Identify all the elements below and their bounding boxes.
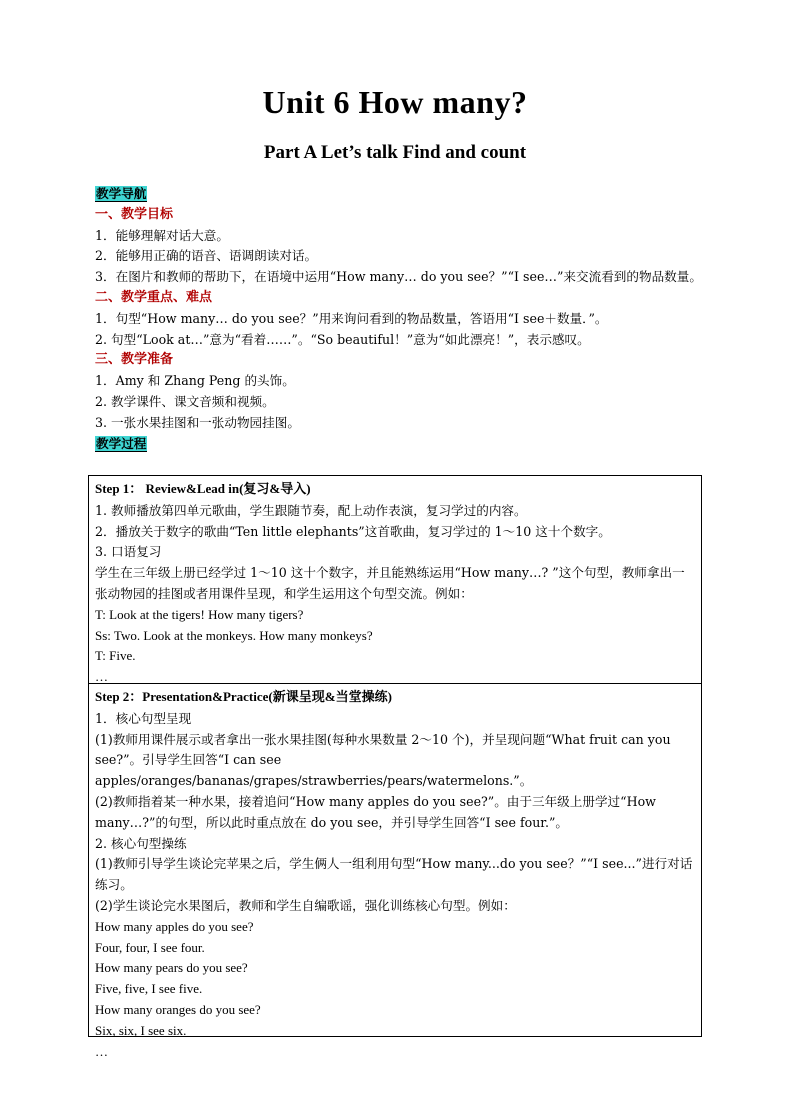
step2-line: (2)学生谈论完水果图后，教师和学生自编歌谣，强化训练核心句型。例如：	[95, 897, 516, 913]
step1-line: 学生在三年级上册已经学过 1～10 这十个数字，并且能熟练运用“How many…? ”这个句型，教师拿出一张动物园的挂图或者用课件呈现，和学生运用这个句型交流。例如：	[95, 565, 685, 601]
process-label: 教学过程	[96, 435, 147, 451]
step2-heading: Step 2：Presentation&Practice(新课呈现&当堂操练)	[95, 689, 392, 704]
step2-line: How many oranges do you see?	[95, 1001, 261, 1017]
objective-item: 1．能够理解对话大意。	[95, 227, 229, 243]
step1-line: T: Look at the tigers! How many tigers?	[95, 606, 304, 622]
step2-line: (1)教师引导学生谈论完苹果之后，学生俩人一组利用句型“How many...do you see？”“I see...”进行对话练习。	[95, 856, 693, 893]
objective-item: 2．能够用正确的语音、语调朗读对话。	[95, 248, 318, 264]
preparation-item: 1．Amy 和 Zhang Peng 的头饰。	[95, 373, 295, 389]
step2-line: 1．核心句型呈现	[95, 710, 192, 726]
key-points-heading: 二、教学重点、难点	[95, 289, 213, 305]
preparation-item: 3. 一张水果挂图和一张动物园挂图。	[95, 414, 300, 430]
page-title: Unit 6 How many?	[262, 84, 528, 120]
process-table	[88, 475, 702, 1059]
step2-line: Five, five, I see five.	[95, 981, 203, 997]
step2-cell	[89, 684, 701, 1059]
step1-line: 1. 教师播放第四单元歌曲，学生跟随节奏，配上动作表演，复习学过的内容。	[95, 502, 527, 518]
step2-line: 2. 核心句型操练	[95, 835, 187, 851]
step1-line: …	[95, 669, 108, 685]
step2-line: (2)教师指着某一种水果，接着追问“How many apples do you see?”。由于三年级上册学过“How many…?”的句型，所以此时重点放在 do you see，并引导学生回答“I see four.”。	[95, 793, 656, 830]
step1-heading: Step 1： Review&Lead in(复习&导入)	[95, 481, 311, 496]
step1-line: 2．播放关于数字的歌曲“Ten little elephants”这首歌曲，复习学过的 1～10 这十个数字。	[95, 523, 611, 539]
step2-line: How many pears do you see?	[95, 960, 248, 976]
step1-cell	[89, 476, 701, 684]
step2-line: Four, four, I see four.	[95, 939, 205, 955]
teaching-navigation	[95, 184, 705, 454]
key-point-item: 2. 句型“Look at…”意为“看着……”。“So beautiful！”意为“如此漂亮！”，表示感叹。	[95, 331, 590, 347]
nav-label: 教学导航	[96, 186, 147, 201]
preparation-item: 2. 教学课件、课文音频和视频。	[95, 393, 275, 409]
step2-line: How many apples do you see?	[95, 918, 254, 934]
step1-line: Ss: Two. Look at the monkeys. How many monkeys?	[95, 627, 373, 643]
step2-line: …	[95, 1043, 108, 1059]
preparation-heading: 三、教学准备	[95, 352, 174, 368]
page-subtitle: Part A Let’s talk Find and count	[263, 142, 527, 163]
objectives-heading: 一、教学目标	[95, 206, 174, 222]
key-point-item: 1．句型“How many… do you see？”用来询问看到的物品数量，答语用“I see＋数量．”。	[95, 310, 608, 326]
step2-line: (1)教师用课件展示或者拿出一张水果挂图(每种水果数量 2～10 个)，并呈现问题“What fruit can you see?”。引导学生回答“I can see apples/oranges/bananas/grapes/strawberries/pears/watermelons.”。	[95, 731, 671, 789]
objective-item: 3．在图片和教师的帮助下，在语境中运用“How many… do you see？”“I see…”来交流看到的物品数量。	[95, 269, 702, 285]
step2-line: Six, six, I see six.	[95, 1022, 187, 1038]
step1-line: 3. 口语复习	[95, 544, 162, 560]
step1-line: T: Five.	[95, 648, 136, 664]
